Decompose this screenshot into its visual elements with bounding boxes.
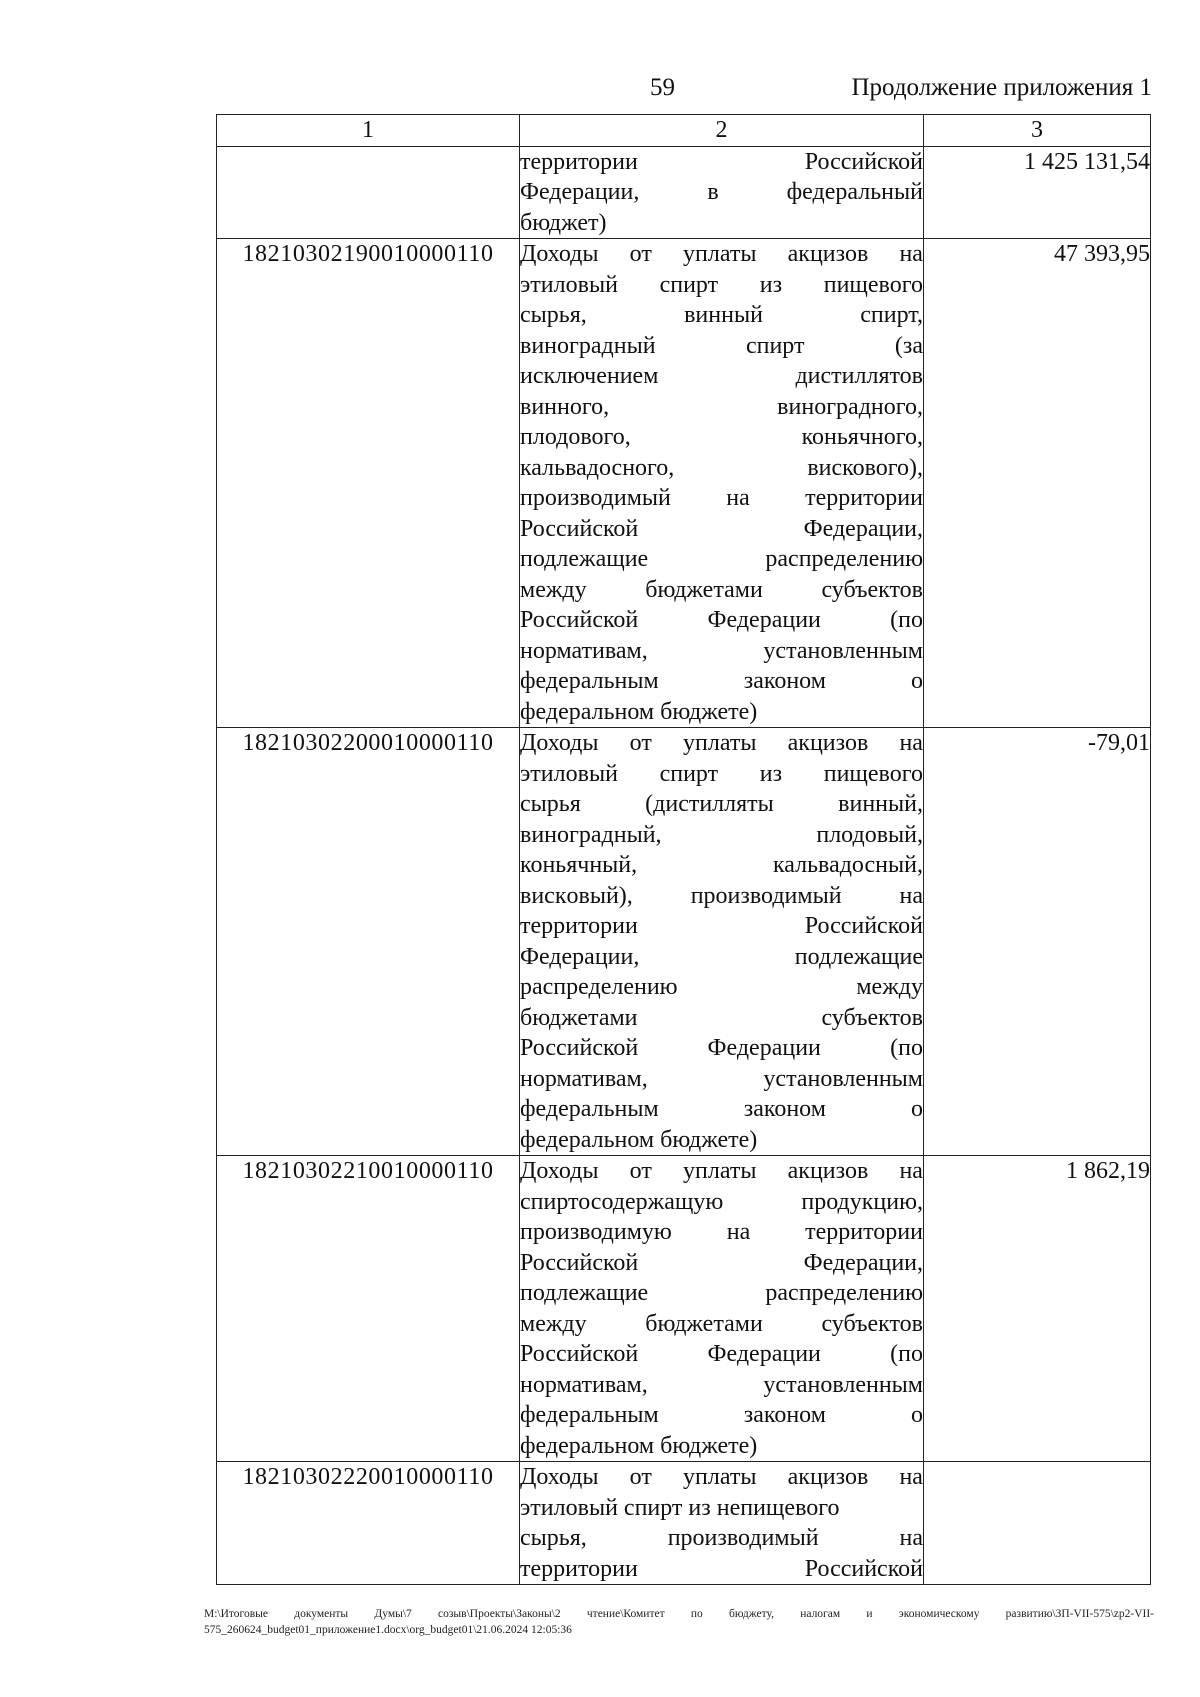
description-line <box>520 1462 923 1493</box>
description-line <box>520 422 923 453</box>
description-line <box>520 1248 923 1279</box>
description-word: исключением <box>520 363 659 389</box>
description-word: вискового), <box>807 454 923 481</box>
description-word: Федерации <box>707 1341 821 1367</box>
description-word: Российской <box>804 148 923 175</box>
description-word: территории <box>805 485 923 511</box>
description-line <box>520 270 923 301</box>
description-word: между <box>520 576 587 603</box>
description-word: о <box>910 668 923 694</box>
description-word: на <box>899 1158 923 1184</box>
description-word: установленным <box>763 1371 923 1398</box>
description-line <box>520 1033 923 1064</box>
description-word: производимый <box>520 485 671 511</box>
description-line <box>520 881 923 912</box>
description-line <box>520 1156 923 1187</box>
description-word: виноградный <box>520 332 656 359</box>
description-word: виноградного, <box>777 393 923 420</box>
description-word: федеральный <box>786 179 923 205</box>
description-word: коньячный, <box>520 852 638 878</box>
description-word: винный <box>684 302 763 328</box>
budget-code-cell: 18210302190010000110 <box>217 239 520 728</box>
description-word: в <box>707 179 719 205</box>
description-word: нормативам, <box>520 637 648 664</box>
description-cell <box>520 1462 924 1585</box>
description-line <box>520 483 923 514</box>
description-line <box>520 1125 923 1156</box>
description-word: от <box>629 730 652 756</box>
description-word: федеральным <box>520 1096 659 1122</box>
description-word: плодового, <box>520 424 631 450</box>
page-number: 59 <box>650 74 675 101</box>
description-word: бюджетами <box>645 1310 763 1337</box>
description-word: Федерации <box>707 607 821 633</box>
description-word: Федерации, <box>803 515 923 542</box>
description-word: винного, <box>520 393 610 420</box>
description-word: (по <box>890 607 923 633</box>
description-line <box>520 1400 923 1431</box>
description-word: подлежащие <box>520 546 649 572</box>
description-word: (по <box>890 1035 923 1061</box>
table-header-row <box>217 115 1151 147</box>
description-word: винный, <box>838 791 923 817</box>
description-line <box>520 728 923 759</box>
table-row <box>217 1156 1151 1462</box>
description-word: на <box>726 1219 751 1245</box>
description-word: из <box>759 760 783 787</box>
description-line <box>520 177 923 208</box>
description-word: Доходы <box>520 1464 599 1490</box>
description-word: подлежащие <box>794 943 923 970</box>
description-word: распределению <box>765 1280 923 1306</box>
description-word: Федерации, <box>520 179 640 205</box>
description-word: бюджетами <box>520 1004 638 1031</box>
description-line <box>520 789 923 820</box>
description-line <box>520 942 923 973</box>
description-word: Российской <box>520 607 639 633</box>
description-line <box>520 911 923 942</box>
description-word: Федерации <box>707 1035 821 1061</box>
description-word: уплаты <box>683 730 757 756</box>
footer-file-path: M:\Итоговые документы Думы\7 созыв\Проекты\Законы\2 чтение\Комитет по бюджету, налогам и экономическому развитию\ЗП-VII-575\zp2-VII-575_260624_budget01_приложение1.docx\org_budget01\21.06.2024 12:05:36 <box>204 1608 1154 1636</box>
description-word: о <box>910 1402 923 1428</box>
description-word: продукцию, <box>801 1188 923 1215</box>
description-word: спиртосодержащую <box>520 1188 724 1215</box>
description-word: между <box>520 1310 587 1337</box>
description-line <box>520 1554 923 1585</box>
description-word: сырья <box>520 791 581 817</box>
description-word: (дистилляты <box>645 791 774 817</box>
description-word: федеральном бюджете) <box>520 1432 758 1459</box>
description-line <box>520 1309 923 1340</box>
description-line <box>520 208 923 239</box>
description-line <box>520 514 923 545</box>
description-word: Доходы <box>520 241 599 267</box>
description-word: Доходы <box>520 1158 599 1184</box>
description-word: Российской <box>520 515 639 542</box>
description-line <box>520 605 923 636</box>
table-row <box>217 1462 1151 1585</box>
description-line <box>520 300 923 331</box>
description-word: на <box>899 882 923 909</box>
amount-cell: -79,01 <box>924 728 1151 1156</box>
description-word: территории <box>520 1555 638 1582</box>
column-header-2: 2 <box>520 115 924 147</box>
description-line <box>520 239 923 270</box>
description-word: кальвадосный, <box>772 852 923 878</box>
description-word: виноградный, <box>520 821 662 848</box>
description-word: этиловый <box>520 760 618 787</box>
description-word: на <box>899 241 923 267</box>
description-line <box>520 697 923 728</box>
description-word: производимую <box>520 1219 672 1245</box>
description-word: производимый <box>667 1525 819 1551</box>
description-word: от <box>629 1158 652 1184</box>
description-line <box>520 361 923 392</box>
description-word: спирт, <box>860 302 923 328</box>
description-word: на <box>899 1464 923 1490</box>
description-word: территории <box>805 1219 923 1245</box>
description-line <box>520 1187 923 1218</box>
description-word: Российской <box>804 1555 923 1582</box>
description-line <box>520 636 923 667</box>
description-word: законом <box>743 1402 826 1428</box>
table-row <box>217 146 1151 239</box>
column-header-3: 3 <box>924 115 1151 147</box>
description-word: плодовый, <box>816 821 923 848</box>
description-word: спирт <box>659 271 719 298</box>
description-line <box>520 453 923 484</box>
description-cell <box>520 1156 924 1462</box>
description-word: федеральным <box>520 668 659 694</box>
description-word: из <box>759 271 783 298</box>
description-line <box>520 147 923 178</box>
description-word: бюджет) <box>520 209 607 236</box>
description-word: Федерации, <box>520 943 640 970</box>
revenue-table <box>216 114 1151 1585</box>
description-word: акцизов <box>787 1158 869 1184</box>
amount-cell: 47 393,95 <box>924 239 1151 728</box>
budget-code-cell: 18210302200010000110 <box>217 728 520 1156</box>
description-word: от <box>629 241 652 267</box>
description-word: субъектов <box>821 576 923 603</box>
description-word: между <box>856 974 923 1000</box>
description-line <box>520 544 923 575</box>
description-word: этиловый <box>520 271 618 298</box>
description-word: федеральном бюджете) <box>520 698 758 725</box>
budget-code-cell <box>217 146 520 239</box>
description-word: распределению <box>520 974 678 1000</box>
description-word: установленным <box>763 1065 923 1092</box>
description-word: субъектов <box>821 1310 923 1337</box>
description-line <box>520 1370 923 1401</box>
description-word: бюджетами <box>645 576 763 603</box>
description-line <box>520 1339 923 1370</box>
table-body <box>217 146 1151 1585</box>
description-word: пищевого <box>823 271 923 298</box>
description-line <box>520 331 923 362</box>
description-word: (за <box>894 332 923 359</box>
description-word: пищевого <box>823 760 923 787</box>
description-word: акцизов <box>787 730 869 756</box>
description-line <box>520 1523 923 1554</box>
description-word: законом <box>743 668 826 694</box>
description-word: о <box>910 1096 923 1122</box>
description-word: территории <box>520 148 638 175</box>
description-line <box>520 1278 923 1309</box>
description-line <box>520 850 923 881</box>
description-word: распределению <box>765 546 923 572</box>
description-line <box>520 392 923 423</box>
description-word: на <box>899 1525 923 1551</box>
amount-cell <box>924 1462 1151 1585</box>
amount-cell: 1 425 131,54 <box>924 146 1151 239</box>
budget-code-cell: 18210302210010000110 <box>217 1156 520 1462</box>
description-word: Российской <box>804 913 923 939</box>
description-line <box>520 1217 923 1248</box>
description-word: акцизов <box>787 241 869 267</box>
description-word: дистиллятов <box>795 363 923 389</box>
description-cell <box>520 239 924 728</box>
description-word: уплаты <box>683 241 757 267</box>
description-word: производимый <box>690 882 842 909</box>
description-word: нормативам, <box>520 1065 648 1092</box>
description-line <box>520 666 923 697</box>
description-word: вискoвый), <box>520 882 633 909</box>
description-word: уплаты <box>683 1464 757 1490</box>
description-line <box>520 820 923 851</box>
description-line <box>520 759 923 790</box>
description-word: акцизов <box>787 1464 869 1490</box>
description-word: коньячного, <box>801 424 923 450</box>
description-word: федеральным <box>520 1402 659 1428</box>
amount-cell: 1 862,19 <box>924 1156 1151 1462</box>
description-line <box>520 972 923 1003</box>
description-word: субъектов <box>821 1004 923 1031</box>
description-word: сырья, <box>520 1525 587 1551</box>
description-word: Российской <box>520 1341 639 1367</box>
description-line <box>520 1493 923 1524</box>
description-word: Федерации, <box>803 1249 923 1276</box>
description-word: территории <box>520 913 638 939</box>
description-word: нормативам, <box>520 1371 648 1398</box>
table-row <box>217 239 1151 728</box>
description-line <box>520 1003 923 1034</box>
description-word: от <box>629 1464 652 1490</box>
continuation-title: Продолжение приложения 1 <box>851 74 1152 101</box>
description-cell <box>520 728 924 1156</box>
description-word: федеральном бюджете) <box>520 1126 758 1153</box>
description-word: установленным <box>763 637 923 664</box>
description-line <box>520 1431 923 1462</box>
budget-code-cell: 18210302220010000110 <box>217 1462 520 1585</box>
description-line <box>520 1064 923 1095</box>
description-word: спирт <box>745 332 805 359</box>
description-word: законом <box>743 1096 826 1122</box>
description-word: спирт <box>659 760 719 787</box>
description-word: сырья, <box>520 302 587 328</box>
description-word: Российской <box>520 1249 639 1276</box>
description-word: (по <box>890 1341 923 1367</box>
description-line <box>520 575 923 606</box>
description-word: подлежащие <box>520 1280 649 1306</box>
description-line <box>520 1094 923 1125</box>
description-word: уплаты <box>683 1158 757 1184</box>
description-cell <box>520 146 924 239</box>
description-word: Доходы <box>520 730 599 756</box>
column-header-1: 1 <box>217 115 520 147</box>
description-word: на <box>899 730 923 756</box>
table-row <box>217 728 1151 1156</box>
description-word: на <box>726 485 750 511</box>
description-word: этиловый спирт из непищевого <box>520 1494 840 1521</box>
description-word: Российской <box>520 1035 639 1061</box>
description-word: кальвадосного, <box>520 454 675 481</box>
